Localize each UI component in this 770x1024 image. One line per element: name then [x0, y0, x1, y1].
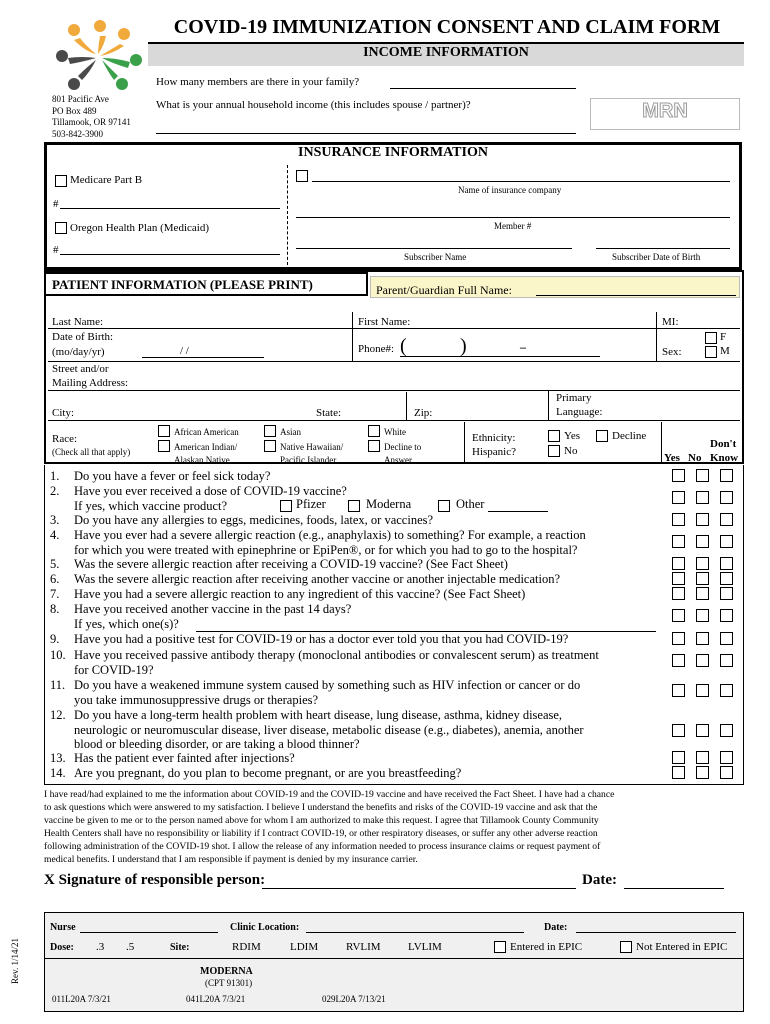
question-10-dont-know-checkbox[interactable] [720, 654, 733, 667]
pfizer-checkbox[interactable] [280, 500, 292, 512]
signature-label: X Signature of responsible person: [44, 872, 266, 888]
question-text: Do you have any allergies to eggs, medicines, foods, latex, or vaccines? [74, 513, 434, 527]
logo-head-orange-3 [118, 28, 130, 40]
pfizer-label: Pfizer [296, 497, 326, 511]
question-5-no-checkbox[interactable] [696, 557, 709, 570]
question-text: Have you received another vaccine in the past 14 days? [74, 602, 352, 616]
race-nh-label-1: Native Hawaiian/ [280, 442, 344, 452]
insurance-header: INSURANCE INFORMATION [298, 145, 488, 160]
question-text: blood or bleeding disorder, or are taking a blood thinner? [74, 737, 360, 751]
street-label-1: Street and/or [52, 363, 109, 375]
other-vaccine-field[interactable] [488, 511, 548, 512]
signature-date-label: Date: [582, 872, 617, 888]
sex-f-label: F [720, 331, 727, 343]
dose-05[interactable]: .5 [126, 941, 135, 953]
ethnicity-decline-checkbox[interactable] [596, 430, 608, 442]
ethnicity-yes-checkbox[interactable] [548, 430, 560, 442]
question-text: Have you had a severe allergic reaction to any ingredient of this vaccine? (See Fact Sheet) [74, 587, 526, 601]
language-label-2: Language: [556, 406, 603, 418]
question-11-dont-know-checkbox[interactable] [720, 684, 733, 697]
question-number: 8. [50, 602, 60, 616]
question-7-yes-checkbox[interactable] [672, 587, 685, 600]
insurance-box [44, 142, 742, 270]
income-field[interactable] [156, 133, 576, 134]
clinic-date-label: Date: [544, 922, 568, 933]
medicare-label: Medicare Part B [70, 174, 143, 186]
site-label: Site: [170, 942, 190, 953]
question-12-dont-know-checkbox[interactable] [720, 724, 733, 737]
logo-head-dark-2 [68, 78, 80, 90]
question-11-no-checkbox[interactable] [696, 684, 709, 697]
question-1-dont-know-checkbox[interactable] [720, 469, 733, 482]
question-8-no-checkbox[interactable] [696, 609, 709, 622]
question-12-yes-checkbox[interactable] [672, 724, 685, 737]
question-number: 11. [50, 678, 66, 692]
question-number: 2. [50, 484, 60, 498]
lot-1[interactable]: 011L20A 7/3/21 [52, 994, 111, 1004]
race-white-checkbox[interactable] [368, 425, 380, 437]
question-7-dont-know-checkbox[interactable] [720, 587, 733, 600]
question-11-yes-checkbox[interactable] [672, 684, 685, 697]
question-2-dont-know-checkbox[interactable] [720, 491, 733, 504]
phone-paren-open: ( [400, 335, 407, 357]
sex-m-checkbox[interactable] [705, 346, 717, 358]
cpt-code: (CPT 91301) [205, 978, 253, 988]
question-14-yes-checkbox[interactable] [672, 766, 685, 779]
race-decline-label-1: Decline to [384, 442, 422, 452]
dob-field[interactable] [142, 357, 264, 358]
phone-label: Phone#: [358, 343, 395, 355]
logo-figure-2 [98, 36, 106, 54]
other-insurance-checkbox[interactable] [296, 170, 308, 182]
race-african-label: African American [174, 427, 239, 437]
org-address: 801 Pacific Ave PO Box 489 Tillamook, OR 97141 503-842-3900 [52, 94, 131, 139]
city-label: City: [52, 407, 75, 419]
clinic-location-field[interactable] [306, 932, 524, 933]
dose-03[interactable]: .3 [96, 941, 105, 953]
ohp-label: Oregon Health Plan (Medicaid) [70, 222, 209, 234]
question-6-yes-checkbox[interactable] [672, 572, 685, 585]
subscriber-dob-label: Subscriber Date of Birth [612, 252, 701, 262]
family-question: How many members are there in your family? [156, 76, 360, 88]
question-13-yes-checkbox[interactable] [672, 751, 685, 764]
question-13-no-checkbox[interactable] [696, 751, 709, 764]
ethnicity-yes-label: Yes [564, 430, 581, 442]
last-name-label: Last Name: [52, 316, 104, 328]
insurance-divider [287, 165, 288, 265]
vline-lang [548, 390, 549, 420]
question-12-no-checkbox[interactable] [696, 724, 709, 737]
question-text: Have you had a positive test for COVID-19 or has a doctor ever told you that you had COVID-19? [74, 632, 569, 646]
question-text: If yes, which vaccine product? [74, 498, 228, 513]
race-decline-label-2: Answer [384, 455, 412, 465]
ohp-checkbox[interactable] [55, 222, 67, 234]
site-ldim[interactable]: LDIM [290, 941, 319, 953]
question-text: Have you received passive antibody therapy (monoclonal antibodies or convalescent serum) as treatment [74, 648, 599, 662]
question-3-no-checkbox[interactable] [696, 513, 709, 526]
site-lvlim[interactable]: LVLIM [408, 941, 442, 953]
question-4-yes-checkbox[interactable] [672, 535, 685, 548]
phone-field[interactable] [400, 356, 600, 357]
vline-zip [406, 392, 407, 420]
question-4-no-checkbox[interactable] [696, 535, 709, 548]
consent-text: I have read/had explained to me the information about COVID-19 and the COVID-19 vaccine and have received the Fact Sheet. I have had a chance to ask questions which were answered to my satisfaction. I believe I understand the benefits and risks of the COVID-19 vaccine and ask that the vaccine be given to me or to the person named above for whom I am authorized to make this request. I agree that Tillamook County Community Health Centers shall have no responsibility or liability if I contract COVID-19, or other respiratory diseases, or suffer any other adverse reaction following administration of the COVID-19 shot. I allow the release of any information needed to process insurance claims or request payment of medical benefits. I understand that I am responsible if payment is denied by my insurance carrier. [44, 789, 615, 865]
question-2-no-checkbox[interactable] [696, 491, 709, 504]
question-text: Was the severe allergic reaction after receiving a COVID-19 vaccine? (See Fact Sheet) [74, 557, 508, 571]
other-vaccine-checkbox[interactable] [438, 500, 450, 512]
question-8-yes-checkbox[interactable] [672, 609, 685, 622]
question-text: for COVID-19? [74, 662, 154, 677]
race-african-checkbox[interactable] [158, 425, 170, 437]
ethnicity-label-1: Ethnicity: [472, 432, 516, 444]
question-number: 1. [50, 469, 60, 483]
question-3-dont-know-checkbox[interactable] [720, 513, 733, 526]
lot-3[interactable]: 029L20A 7/13/21 [322, 994, 386, 1004]
ohp-hash: # [53, 244, 59, 256]
medicare-hash: # [53, 198, 59, 210]
nurse-label: Nurse [50, 922, 76, 933]
col-no: No [688, 452, 702, 464]
question-number: 5. [50, 557, 60, 571]
logo-head-orange-2 [94, 20, 106, 32]
question-5-yes-checkbox[interactable] [672, 557, 685, 570]
site-rvlim[interactable]: RVLIM [346, 941, 381, 953]
city-row-line [48, 420, 740, 421]
vline-first [352, 312, 353, 362]
subscriber-name-label: Subscriber Name [404, 252, 467, 262]
question-number: 3. [50, 513, 60, 527]
question-2-yes-checkbox[interactable] [672, 491, 685, 504]
question-14-dont-know-checkbox[interactable] [720, 766, 733, 779]
signature-field[interactable] [262, 888, 576, 889]
race-asian-checkbox[interactable] [264, 425, 276, 437]
question-7-no-checkbox[interactable] [696, 587, 709, 600]
insurance-company-field[interactable] [312, 181, 730, 182]
question-number: 14. [50, 766, 66, 780]
ethnicity-no-checkbox[interactable] [548, 445, 560, 457]
question-text: neurologic or neuromuscular disease, liver disease, metabolic disease (e.g., diabetes), anemia, another [74, 722, 584, 737]
race-white-label: White [384, 427, 406, 437]
phone-paren-close: ) [460, 335, 467, 357]
street-label-2: Mailing Address: [52, 377, 129, 389]
entered-epic-label: Entered in EPIC [510, 941, 583, 953]
clinic-divider [44, 958, 744, 959]
dose-label: Dose: [50, 942, 74, 953]
race-label: Race: [52, 433, 78, 445]
logo-figure-1 [74, 38, 96, 54]
question-text: Do you have a long-term health problem with heart disease, lung disease, asthma, kidney disease, [74, 708, 563, 722]
sex-label: Sex: [662, 346, 682, 358]
logo-figure-6 [78, 60, 96, 80]
question-3-yes-checkbox[interactable] [672, 513, 685, 526]
question-text: Was the severe allergic reaction after receiving another vaccine or another injectable medication? [74, 572, 561, 586]
question-8-dont-know-checkbox[interactable] [720, 609, 733, 622]
logo-head-green-1 [130, 54, 142, 66]
income-question: What is your annual household income (this includes spouse / partner)? [156, 99, 471, 111]
logo-figure-4 [68, 57, 96, 64]
clinic-location-label: Clinic Location: [230, 922, 300, 933]
question-text: Have you ever received a dose of COVID-19 vaccine? [74, 484, 347, 498]
sex-f-checkbox[interactable] [705, 332, 717, 344]
patient-header: PATIENT INFORMATION (PLEASE PRINT) [52, 277, 313, 292]
question-number: 7. [50, 587, 60, 601]
vline-mi [656, 312, 657, 362]
nurse-field[interactable] [80, 932, 218, 933]
subscriber-dob-field[interactable] [596, 248, 730, 249]
col-know: Know [710, 452, 739, 464]
other-vaccine-label: Other [456, 497, 485, 511]
race-amind-label-1: American Indian/ [174, 442, 238, 452]
first-name-label: First Name: [358, 316, 411, 328]
mi-label: MI: [662, 316, 679, 328]
moderna-product-label: MODERNA [200, 966, 253, 977]
race-note: (Check all that apply) [52, 447, 131, 457]
street-row-line [48, 390, 740, 391]
sex-m-label: M [720, 345, 730, 357]
member-number-label: Member # [494, 221, 532, 231]
question-number: 4. [50, 528, 60, 542]
question-4-dont-know-checkbox[interactable] [720, 535, 733, 548]
question-text: Has the patient ever fainted after injections? [74, 751, 295, 765]
question-text: If yes, which one(s)? [74, 616, 179, 631]
clinic-date-field[interactable] [576, 932, 736, 933]
race-amind-checkbox[interactable] [158, 440, 170, 452]
guardian-line [536, 295, 736, 296]
language-label-1: Primary [556, 392, 592, 404]
col-yes: Yes [664, 452, 680, 464]
clinic-box [44, 912, 744, 1012]
signature-date-field[interactable] [624, 888, 724, 889]
logo-figure-3 [100, 44, 124, 56]
moderna-label: Moderna [366, 497, 412, 511]
question-10-no-checkbox[interactable] [696, 654, 709, 667]
medicare-checkbox[interactable] [55, 175, 67, 187]
zip-label: Zip: [414, 407, 433, 419]
question-number: 9. [50, 632, 60, 646]
question-number: 12. [50, 708, 66, 722]
revision-label: Rev. 1/14/21 [9, 938, 20, 984]
ethnicity-no-label: No [564, 445, 578, 457]
dob-row-line [48, 361, 740, 362]
ethnicity-decline-label: Decline [612, 430, 647, 442]
question-text: for which you were treated with epinephrine or EpiPen®, or for which you had to go to the hospital? [74, 542, 578, 557]
entered-epic-checkbox[interactable] [494, 941, 506, 953]
guardian-label: Parent/Guardian Full Name: [376, 283, 512, 297]
form-title: COVID-19 IMMUNIZATION CONSENT AND CLAIM FORM [173, 16, 721, 38]
mrn-label: MRN [642, 100, 688, 122]
race-nh-checkbox[interactable] [264, 440, 276, 452]
question-13-dont-know-checkbox[interactable] [720, 751, 733, 764]
ethnicity-label-2: Hispanic? [472, 446, 516, 458]
member-number-field[interactable] [296, 217, 730, 218]
race-decline-checkbox[interactable] [368, 440, 380, 452]
question-5-dont-know-checkbox[interactable] [720, 557, 733, 570]
question-number: 6. [50, 572, 60, 586]
lot-2[interactable]: 041L20A 7/3/21 [186, 994, 246, 1004]
not-entered-epic-checkbox[interactable] [620, 941, 632, 953]
other-vaccines-field[interactable] [196, 631, 656, 632]
question-6-no-checkbox[interactable] [696, 572, 709, 585]
income-header: INCOME INFORMATION [363, 45, 529, 60]
col-dont: Don't [710, 438, 737, 450]
question-1-no-checkbox[interactable] [696, 469, 709, 482]
dob-slashes: / / [180, 345, 189, 357]
question-number: 10. [50, 648, 66, 662]
medicare-number-field[interactable] [60, 208, 280, 209]
logo-head-dark-1 [56, 50, 68, 62]
question-6-dont-know-checkbox[interactable] [720, 572, 733, 585]
question-9-dont-know-checkbox[interactable] [720, 632, 733, 645]
question-text: Do you have a fever or feel sick today? [74, 469, 271, 483]
question-text: Have you ever had a severe allergic reaction (e.g., anaphylaxis) to something? For example, a reaction [74, 528, 586, 542]
question-text: Are you pregnant, do you plan to become pregnant, or are you breastfeeding? [74, 766, 462, 780]
logo-head-orange-1 [68, 24, 80, 36]
question-9-no-checkbox[interactable] [696, 632, 709, 645]
family-field[interactable] [390, 88, 576, 89]
question-text: you take immunosuppressive drugs or therapies? [74, 692, 319, 707]
dob-label: Date of Birth: [52, 331, 114, 343]
name-row-line [48, 328, 740, 329]
question-10-yes-checkbox[interactable] [672, 654, 685, 667]
question-9-yes-checkbox[interactable] [672, 632, 685, 645]
site-rdim[interactable]: RDIM [232, 941, 261, 953]
question-text: Do you have a weakened immune system caused by something such as HIV infection or cancer or do [74, 678, 581, 692]
race-asian-label: Asian [280, 427, 301, 437]
ohp-number-field[interactable] [60, 254, 280, 255]
question-number: 13. [50, 751, 66, 765]
dob-format: (mo/day/yr) [52, 346, 105, 358]
question-1-yes-checkbox[interactable] [672, 469, 685, 482]
phone-dash: – [520, 340, 526, 354]
question-14-no-checkbox[interactable] [696, 766, 709, 779]
subscriber-name-field[interactable] [296, 248, 572, 249]
insurance-company-label: Name of insurance company [458, 185, 562, 195]
org-logo [52, 18, 144, 92]
race-amind-label-2: Alaskan Native [174, 455, 230, 465]
race-nh-label-2: Pacific Islander [280, 455, 337, 465]
logo-head-green-2 [116, 78, 128, 90]
state-label: State: [316, 407, 342, 419]
moderna-checkbox[interactable] [348, 500, 360, 512]
not-entered-epic-label: Not Entered in EPIC [636, 941, 728, 953]
